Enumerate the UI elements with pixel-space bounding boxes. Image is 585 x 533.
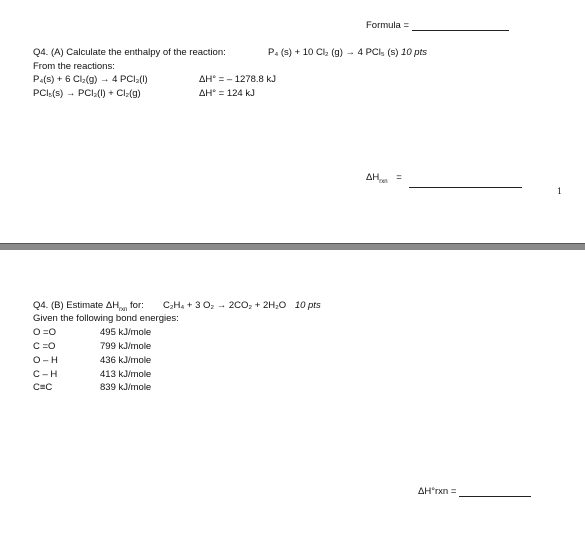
page-number: 1 [557, 187, 563, 196]
worksheet-page-2 [0, 250, 585, 533]
bond-label: C =O [33, 341, 56, 352]
formula-label: Formula = [366, 20, 410, 31]
question-4b-prefix: Q4. (B) Estimate ΔH [33, 300, 120, 311]
reaction-2-equation: PCl₅(s) → PCl₃(l) + Cl₂(g) [33, 88, 141, 99]
question-4b-tail: for: [127, 300, 144, 311]
question-4a-target-reaction [268, 47, 427, 58]
formula-blank[interactable] [412, 21, 509, 31]
question-4b-reaction: C₂H₄ + 3 O₂ → 2CO₂ + 2H₂O [163, 300, 287, 311]
question-4b-reaction-line [163, 300, 321, 311]
bond-energy: 799 kJ/mole [100, 341, 152, 352]
answer-4a-line [366, 172, 522, 188]
bond-energy: 495 kJ/mole [100, 327, 152, 338]
answer-4a-blank[interactable] [409, 178, 522, 188]
bond-label: C – H [33, 369, 58, 380]
answer-4a-equals: = [396, 172, 402, 183]
reaction-1-enthalpy: ΔH° = – 1278.8 kJ [199, 74, 276, 85]
answer-4a-label: ΔH [366, 172, 380, 183]
bond-label: C≡C [33, 382, 53, 393]
question-4b-subscript: rxn [119, 306, 128, 313]
bond-energy: 436 kJ/mole [100, 355, 152, 366]
bond-energy: 839 kJ/mole [100, 382, 152, 393]
worksheet-page-1 [0, 0, 585, 244]
answer-4b-line [418, 486, 531, 497]
points-label: 10 pts [401, 47, 427, 58]
reaction-2-enthalpy: ΔH° = 124 kJ [199, 88, 255, 99]
bond-label: O =O [33, 327, 56, 338]
question-4b-points: 10 pts [294, 300, 321, 311]
bond-label: O – H [33, 355, 58, 366]
reaction-1-equation: P₄(s) + 6 Cl₂(g) → 4 PCl₃(l) [33, 74, 148, 85]
answer-4b-blank[interactable] [459, 487, 531, 497]
bond-energy: 413 kJ/mole [100, 369, 152, 380]
formula-line [366, 20, 509, 31]
bond-energies-label: Given the following bond energies: [33, 313, 179, 324]
answer-4b-label: ΔH°rxn = [418, 486, 457, 497]
answer-4a-subscript: rxn [379, 178, 388, 185]
target-reaction: P₄ (s) + 10 Cl₂ (g) → 4 PCl₅ (s) [268, 47, 399, 58]
question-4a-title: Q4. (A) Calculate the enthalpy of the reaction: [33, 47, 226, 58]
from-reactions-label: From the reactions: [33, 61, 115, 72]
